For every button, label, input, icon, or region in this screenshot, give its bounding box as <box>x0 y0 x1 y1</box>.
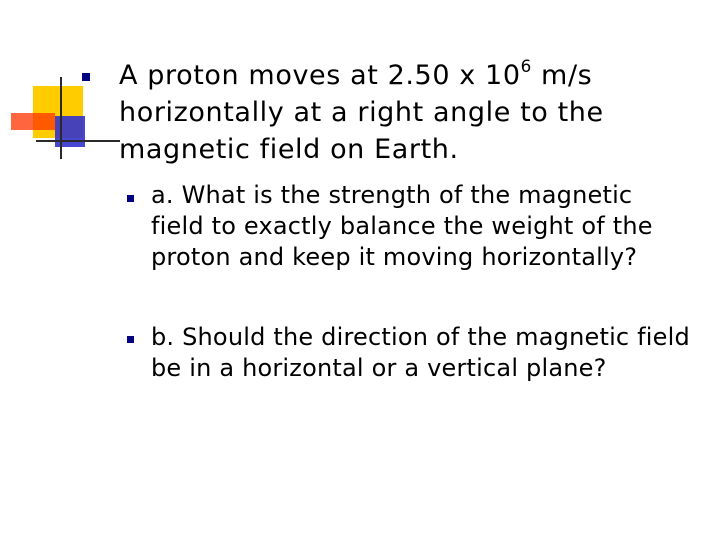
sub-bullet-a-text: a. What is the strength of the magnetic field to exactly balance the weight of the proton and keep it moving horizontally? <box>151 181 653 271</box>
decorative-corner-graphic <box>0 0 120 180</box>
decor-blue-square <box>55 116 85 147</box>
main-bullet-text-after: m/s horizontally at a right angle to the magnetic field on Earth. <box>119 60 604 165</box>
decor-horizontal-line <box>36 140 120 142</box>
decor-red-bar <box>11 113 55 130</box>
decor-vertical-line <box>60 77 62 159</box>
main-bullet-text-before: A proton moves at 2.50 x 10 <box>119 60 521 91</box>
sub-bullet-marker-b <box>127 336 134 343</box>
sub-bullet-b-text: b. Should the direction of the magnetic field be in a horizontal or a vertical plane? <box>151 323 690 382</box>
main-bullet-marker <box>82 73 90 81</box>
sub-bullet-marker-a <box>127 195 134 202</box>
exponent: 6 <box>520 55 532 76</box>
main-bullet-text <box>119 57 699 168</box>
